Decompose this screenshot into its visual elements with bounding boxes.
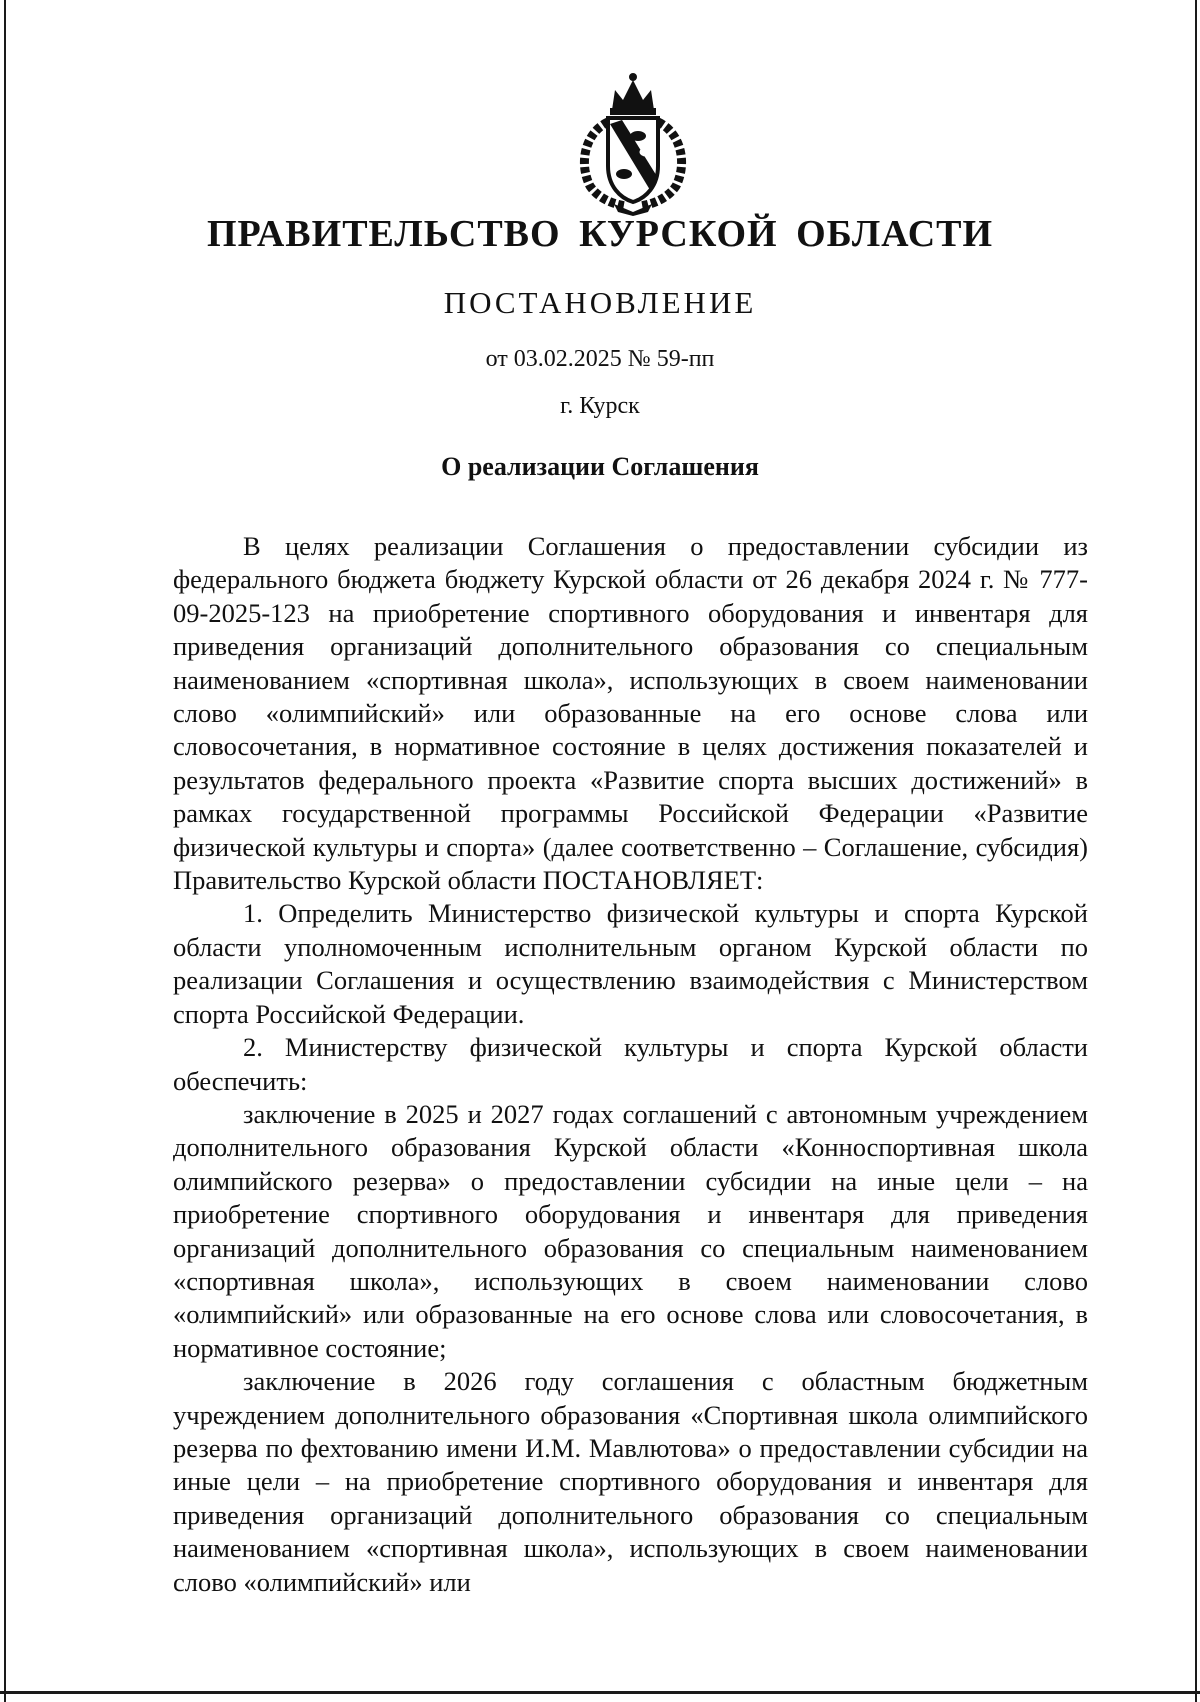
paragraph-subitem-2025-2027: заключение в 2025 и 2027 годах соглашений с автономным учреждением дополнительного образования Курской области «Конноспортивная школа олимпийского резерва» о предоставлении субсидии на иные цели – на приобретение спортивного оборудования и инвентаря для приведения организаций дополнительного образования со специальным наименованием «спортивная школа», использующих в своем наименовании слово «олимпийский» или образованные на его основе слова или словосочетания, в нормативное состояние; <box>173 1098 1088 1363</box>
paragraph-item-2: 2. Министерству физической культуры и спорта Курской области обеспечить: <box>173 1032 1088 1096</box>
scan-edge-bottom <box>0 1691 1200 1694</box>
kursk-coat-of-arms-icon <box>568 70 698 216</box>
document-city: г. Курск <box>560 393 640 419</box>
document-date-number: от 03.02.2025 № 59-пп <box>485 346 715 372</box>
paragraph-item-1: 1. Определить Министерство физической культуры и спорта Курской области уполномоченным исполнительным органом Курской области по реализации Соглашения и осуществлению взаимодействия с Министерством спорта Российской Федерации. <box>173 898 1088 1029</box>
document-subject: О реализации Соглашения <box>441 452 759 481</box>
document-type: ПОСТАНОВЛЕНИЕ <box>443 285 757 320</box>
organization-title: ПРАВИТЕЛЬСТВО КУРСКОЙ ОБЛАСТИ <box>206 213 994 255</box>
document-body <box>173 530 1088 1599</box>
paragraph-preamble: В целях реализации Соглашения о предоставлении субсидии из федерального бюджета бюджету Курской области от 26 декабря 2024 г. № 777-09-2025-123 на приобретение спортивного оборудования и инвентаря для приведения организаций дополнительного образования со специальным наименованием «спортивная школа», использующих в своем наименовании слово «олимпийский» или образованные на его основе слова или словосочетания, в нормативное состояние в целях достижения показателей и результатов федерального проекта «Развитие спорта высших достижений» в рамках государственной программы Российской Федерации «Развитие физической культуры и спорта» (далее соответственно – Соглашение, субсидия) Правительство Курской области ПОСТАНОВЛЯЕТ: <box>173 531 1088 896</box>
paragraph-subitem-2026: заключение в 2026 году соглашения с областным бюджетным учреждением дополнительного образования «Спортивная школа олимпийского резерва по фехтованию имени И.М. Мавлютова» о предоставлении субсидии на иные цели – на приобретение спортивного оборудования и инвентаря для приведения организаций дополнительного образования со специальным наименованием «спортивная школа», использующих в своем наименовании слово «олимпийский» или <box>173 1366 1088 1597</box>
